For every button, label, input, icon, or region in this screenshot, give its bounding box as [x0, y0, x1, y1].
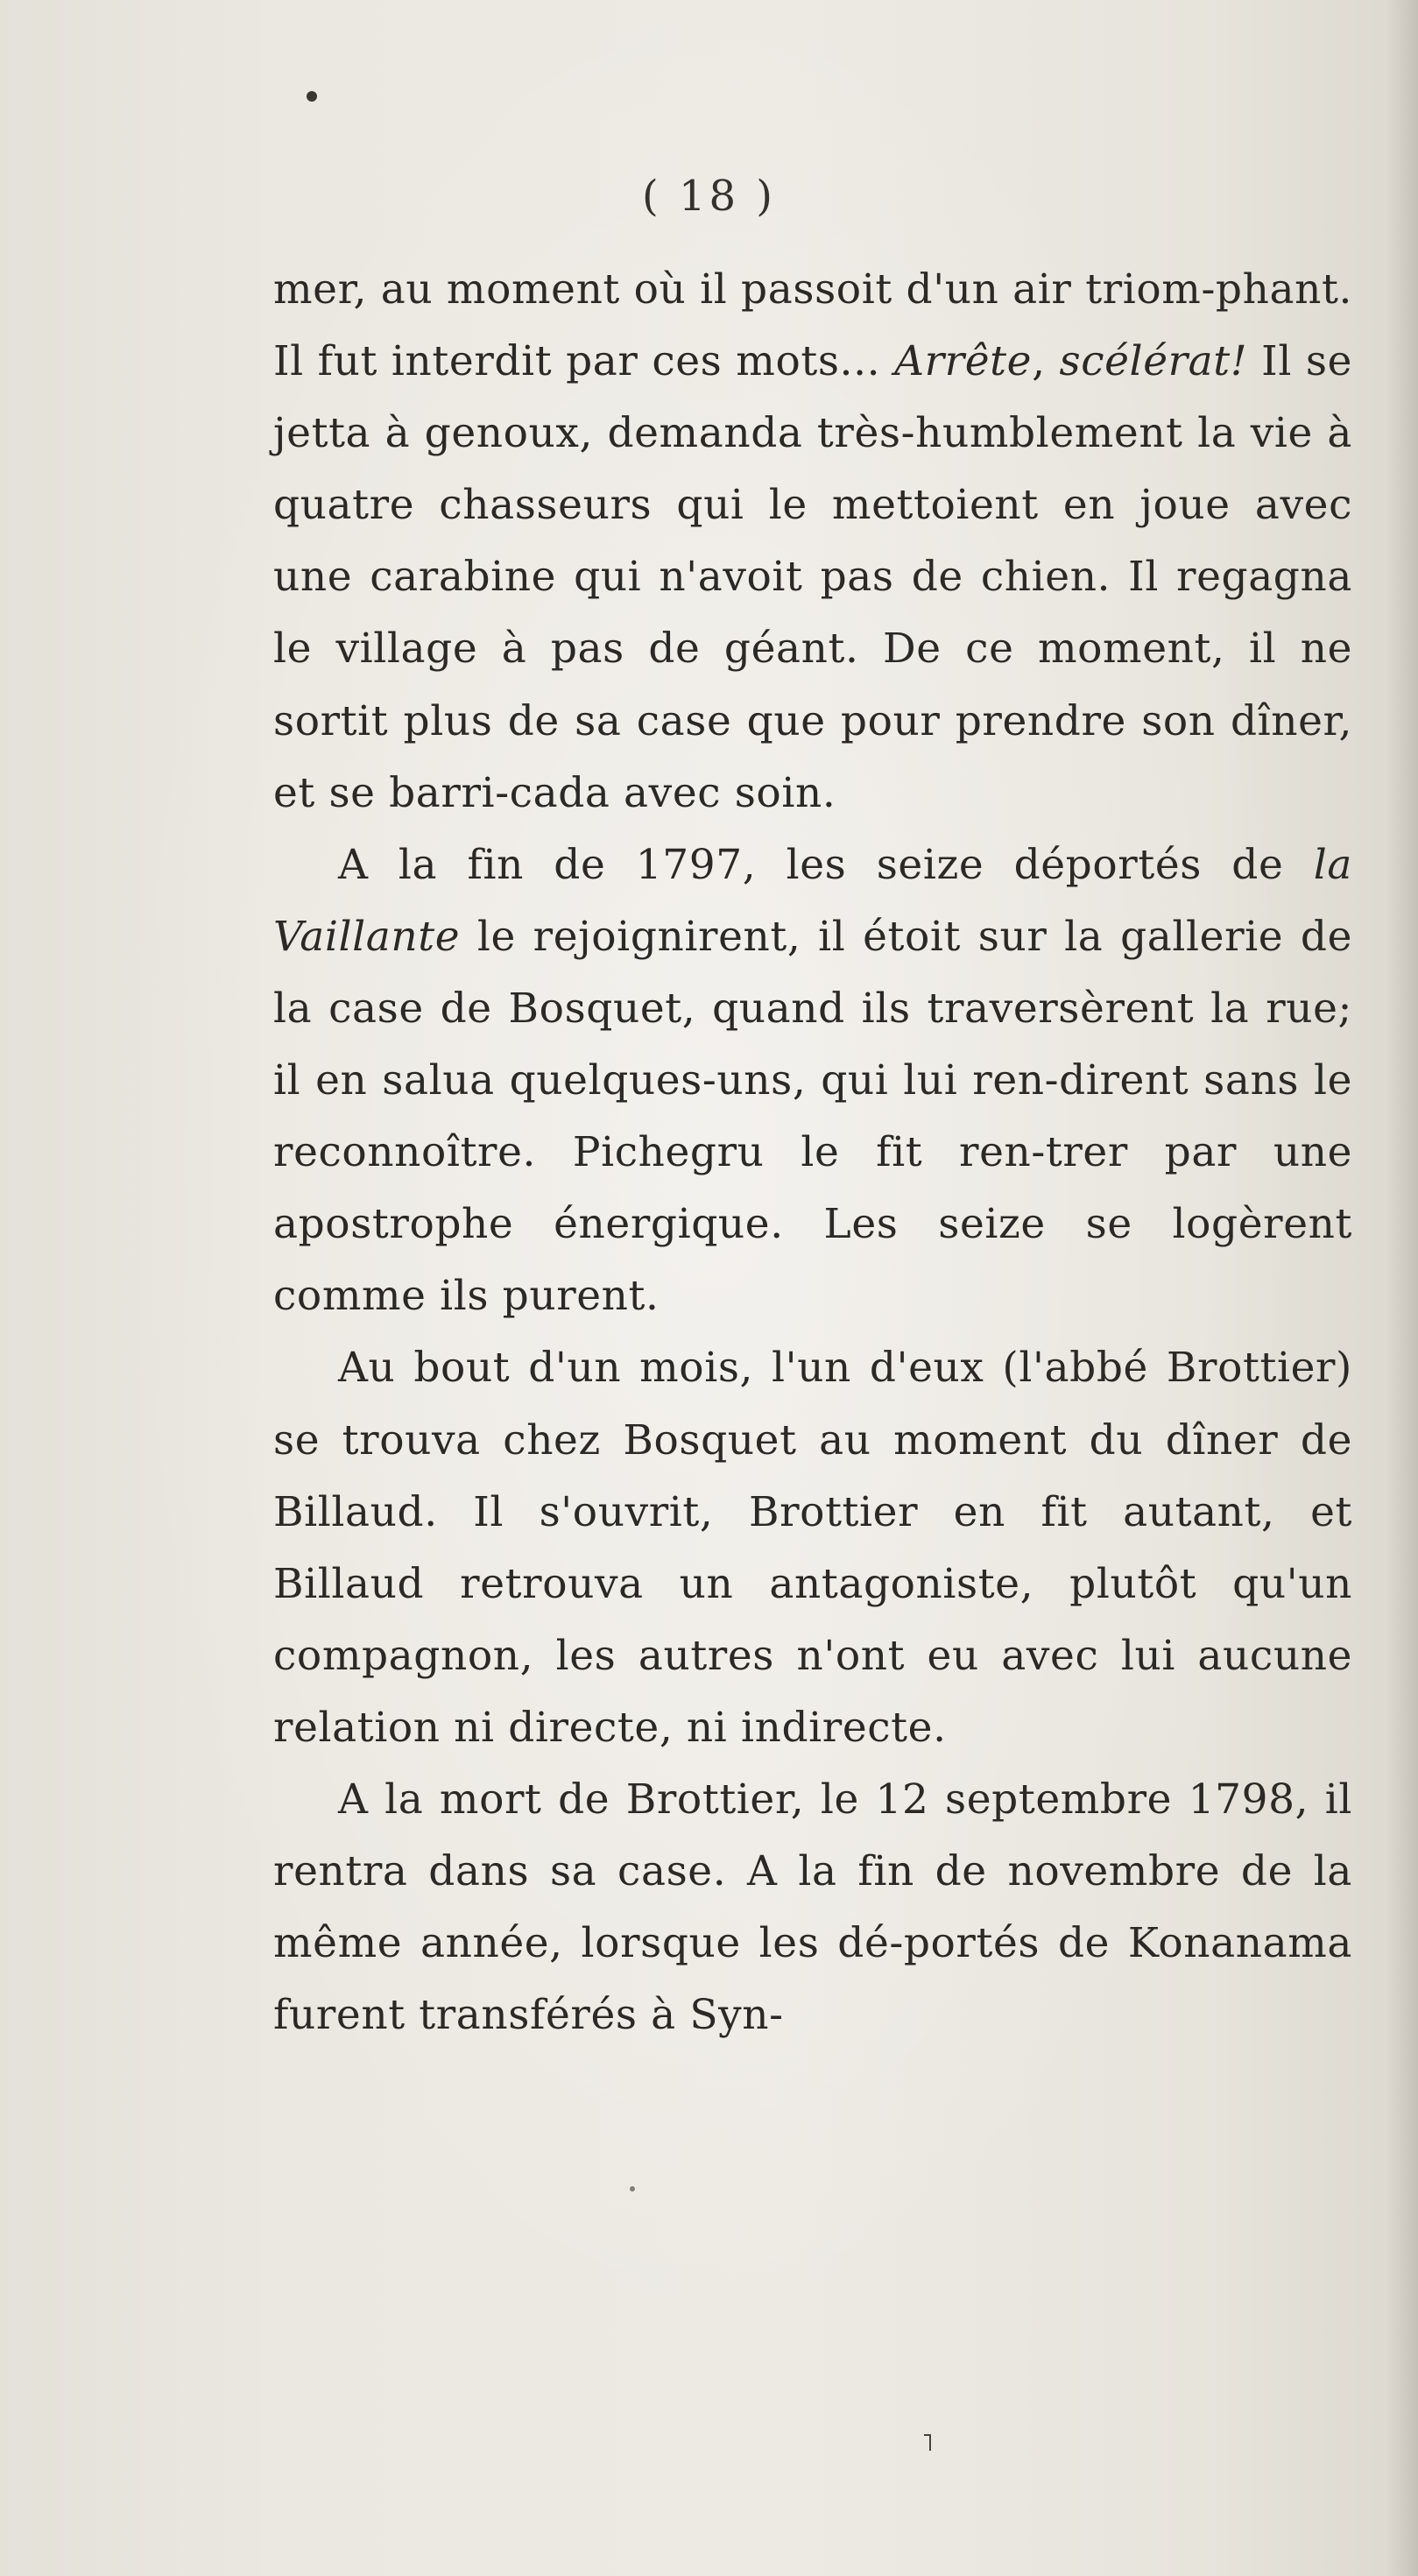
ink-mark: ˥: [921, 2428, 934, 2457]
text-run: Au bout d'un mois, l'un d'eux (l'abbé Brottier) se trouva chez Bosquet au moment du dîner de Billaud. Il s'ouvrit, Brottier en fit autant, et Billaud retrouva un antagoniste, plutôt qu'un compagnon, les autres n'ont eu avec lui aucune relation ni directe, ni indirecte.: [273, 1344, 1352, 1752]
italic-text-run: Arrête: [894, 337, 1033, 386]
paragraph: [273, 254, 1352, 829]
page-edge-shadow: [1386, 0, 1418, 2576]
page-number: ( 18 ): [641, 172, 777, 221]
text-run: A la mort de Brottier, le 12 septembre 1798, il rentra dans sa case. A la fin de novembre de la même année, lorsque les dé-portés de Konanama furent transférés à Syn-: [273, 1775, 1352, 2040]
body-text: [273, 254, 1352, 2051]
italic-text-run: la Vaillante: [273, 840, 1352, 961]
paragraph: [273, 829, 1352, 1333]
text-run: ,: [1032, 337, 1060, 386]
text-run: A la fin de 1797, les seize déportés de: [338, 840, 1314, 889]
paragraph: [273, 1332, 1352, 1764]
text-run: le rejoignirent, il étoit sur la gallerie de la case de Bosquet, quand ils traversèrent la rue; il en salua quelques-uns, qui lui ren-dirent sans le reconnoître. Pichegru le fit ren-trer par une apostrophe énergique. Les seize se logèrent comme ils purent.: [273, 912, 1352, 1321]
text-run: Il se jetta à genoux, demanda très-humblement la vie à quatre chasseurs qui le mettoient en joue avec une carabine qui n'avoit pas de chien. Il regagna le village à pas de géant. De ce moment, il ne sortit plus de sa case que pour prendre son dîner, et se barri-cada avec soin.: [273, 337, 1352, 817]
paragraph: [273, 1764, 1352, 2051]
text-run: mer, au moment où il passoit d'un air triom-phant. Il fut interdit par ces mots...: [273, 265, 1352, 386]
ink-speck: [630, 2186, 635, 2191]
italic-text-run: scélérat!: [1059, 337, 1248, 386]
ink-speck: [307, 91, 317, 102]
